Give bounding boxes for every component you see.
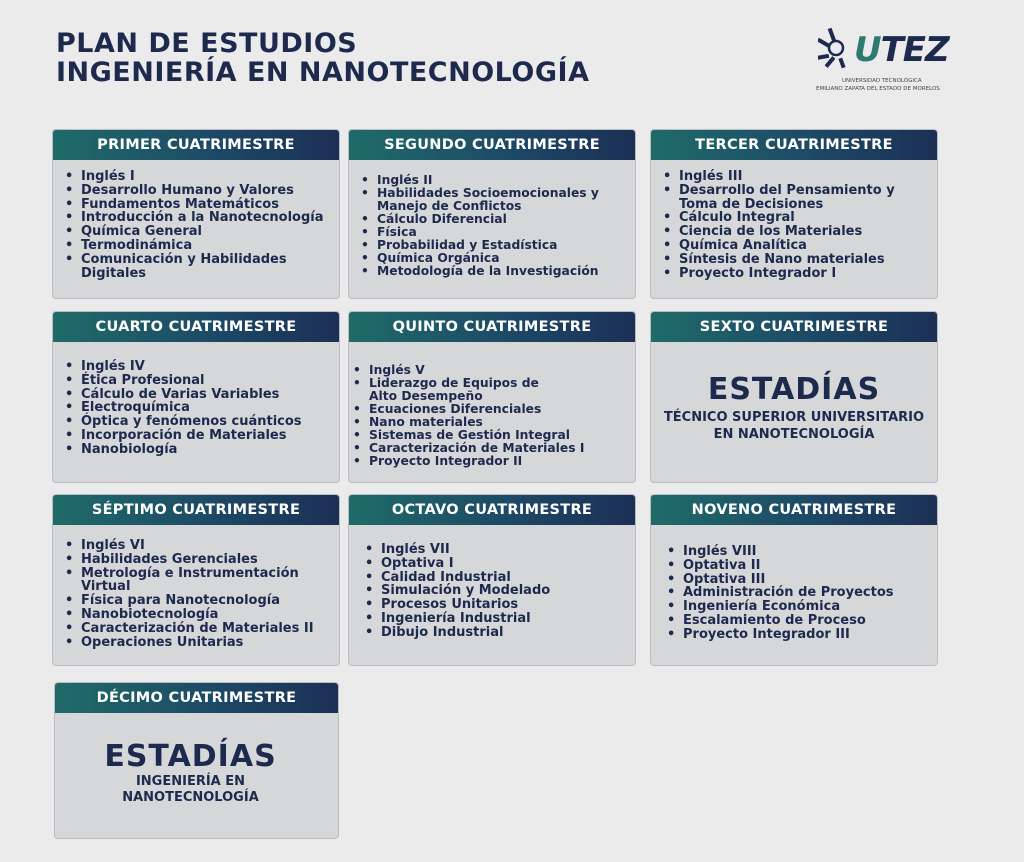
subject-item: • Habilidades Socioemocionales y Manejo de Conflictos [377, 187, 627, 213]
utez-wordmark: UTEZ [854, 30, 949, 70]
page-title-line2: INGENIERÍA EN NANOTECNOLOGÍA [56, 57, 590, 88]
subject-item: • Dibujo Industrial [381, 626, 627, 640]
subject-item: • Optativa I [381, 557, 627, 571]
card-segundo-cuatrimestre [348, 129, 636, 299]
subject-list [53, 525, 339, 649]
subject-item: • Incorporación de Materiales [81, 429, 331, 443]
subject-list [349, 160, 635, 278]
subject-item: • Sistemas de Gestión Integral [369, 429, 627, 442]
card-quinto-cuatrimestre [348, 311, 636, 483]
subject-item: • Escalamiento de Proceso [683, 614, 929, 628]
subject-item: • Química Analítica [679, 239, 929, 253]
card-tercer-cuatrimestre [650, 129, 938, 299]
card-title: PRIMER CUATRIMESTRE [53, 130, 339, 160]
subject-list [53, 160, 339, 280]
subject-list [53, 342, 339, 457]
subject-item: • Optativa II [683, 559, 929, 573]
subject-item: • Caracterización de Materiales II [81, 622, 331, 636]
subject-item: • Desarrollo Humano y Valores [81, 184, 331, 198]
subject-item: • Habilidades Gerenciales [81, 553, 331, 567]
subject-list [349, 342, 635, 468]
subject-item: • Síntesis de Nano materiales [679, 253, 929, 267]
subject-item: • Proyecto Integrador II [369, 455, 627, 468]
subject-item: • Termodinámica [81, 239, 331, 253]
subject-item: • Nano materiales [369, 416, 627, 429]
estadias-heading: ESTADÍAS [707, 372, 881, 407]
card-title: SEXTO CUATRIMESTRE [651, 312, 937, 342]
card-title: QUINTO CUATRIMESTRE [349, 312, 635, 342]
card-primer-cuatrimestre [52, 129, 340, 299]
subject-item: • Administración de Proyectos [683, 586, 929, 600]
subject-item: • Cálculo Integral [679, 211, 929, 225]
estadias-subtitle-line2: NANOTECNOLOGÍA [122, 790, 259, 805]
estadias-heading: ESTADÍAS [104, 739, 277, 774]
subject-item: • Cálculo Diferencial [377, 213, 627, 226]
card-title: SEGUNDO CUATRIMESTRE [349, 130, 635, 160]
subject-item: • Ciencia de los Materiales [679, 225, 929, 239]
subject-item: • Física [377, 226, 627, 239]
card-noveno-cuatrimestre [650, 494, 938, 666]
card-decimo-cuatrimestre [54, 682, 339, 839]
card-sexto-cuatrimestre [650, 311, 938, 483]
estadias-subtitle-line2: EN NANOTECNOLOGÍA [713, 427, 875, 442]
card-title: OCTAVO CUATRIMESTRE [349, 495, 635, 525]
subject-item: • Liderazgo de Equipos de Alto Desempeño [369, 377, 627, 403]
subject-item: • Nanobiotecnología [81, 608, 331, 622]
subject-item: • Ecuaciones Diferenciales [369, 403, 627, 416]
subject-list [349, 525, 635, 640]
subject-item: • Introducción a la Nanotecnología [81, 211, 331, 225]
card-octavo-cuatrimestre [348, 494, 636, 666]
subject-item: • Procesos Unitarios [381, 598, 627, 612]
subject-item: • Comunicación y Habilidades Digitales [81, 253, 331, 281]
subject-item: • Inglés IV [81, 360, 331, 374]
subject-item: • Física para Nanotecnología [81, 594, 331, 608]
card-septimo-cuatrimestre [52, 494, 340, 666]
subject-item: • Inglés VII [381, 543, 627, 557]
subject-item: • Inglés VI [81, 539, 331, 553]
subject-item: • Electroquímica [81, 401, 331, 415]
subject-item: • Fundamentos Matemáticos [81, 198, 331, 212]
subject-item: • Operaciones Unitarias [81, 636, 331, 650]
subject-item: • Inglés II [377, 174, 627, 187]
page-title-line1: PLAN DE ESTUDIOS [56, 28, 358, 59]
subject-list [651, 160, 937, 280]
utez-emblem-icon [818, 26, 858, 70]
card-title: SÉPTIMO CUATRIMESTRE [53, 495, 339, 525]
subject-item: • Calidad Industrial [381, 571, 627, 585]
subject-item: • Simulación y Modelado [381, 584, 627, 598]
subject-item: • Proyecto Integrador III [683, 628, 929, 642]
subject-item: • Inglés III [679, 170, 929, 184]
subject-item: • Metrología e Instrumentación Virtual [81, 567, 331, 595]
card-cuarto-cuatrimestre [52, 311, 340, 483]
subject-item: • Probabilidad y Estadística [377, 239, 627, 252]
subject-item: • Ingeniería Económica [683, 600, 929, 614]
card-title: NOVENO CUATRIMESTRE [651, 495, 937, 525]
logo-subtitle-line2: EMILIANO ZAPATA DEL ESTADO DE MORELOS [816, 86, 940, 92]
subject-item: • Cálculo de Varias Variables [81, 388, 331, 402]
subject-item: • Inglés V [369, 364, 627, 377]
subject-item: • Inglés VIII [683, 545, 929, 559]
subject-item: • Caracterización de Materiales I [369, 442, 627, 455]
subject-item: • Optativa III [683, 573, 929, 587]
subject-item: • Desarrollo del Pensamiento y Toma de Decisiones [679, 184, 929, 212]
subject-item: • Metodología de la Investigación [377, 265, 627, 278]
subject-item: • Inglés I [81, 170, 331, 184]
logo-subtitle-line1: UNIVERSIDAD TECNOLÓGICA [842, 78, 922, 84]
subject-list [651, 525, 937, 642]
card-title: DÉCIMO CUATRIMESTRE [55, 683, 338, 713]
utez-logo [812, 24, 952, 100]
subject-item: • Ingeniería Industrial [381, 612, 627, 626]
subject-item: • Química Orgánica [377, 252, 627, 265]
card-title: CUARTO CUATRIMESTRE [53, 312, 339, 342]
subject-item: • Química General [81, 225, 331, 239]
subject-item: • Proyecto Integrador I [679, 267, 929, 281]
estadias-subtitle-line1: TÉCNICO SUPERIOR UNIVERSITARIO [663, 410, 925, 425]
card-title: TERCER CUATRIMESTRE [651, 130, 937, 160]
subject-item: • Ética Profesional [81, 374, 331, 388]
subject-item: • Nanobiología [81, 443, 331, 457]
estadias-subtitle-line1: INGENIERÍA EN [135, 774, 246, 789]
subject-item: • Óptica y fenómenos cuánticos [81, 415, 331, 429]
